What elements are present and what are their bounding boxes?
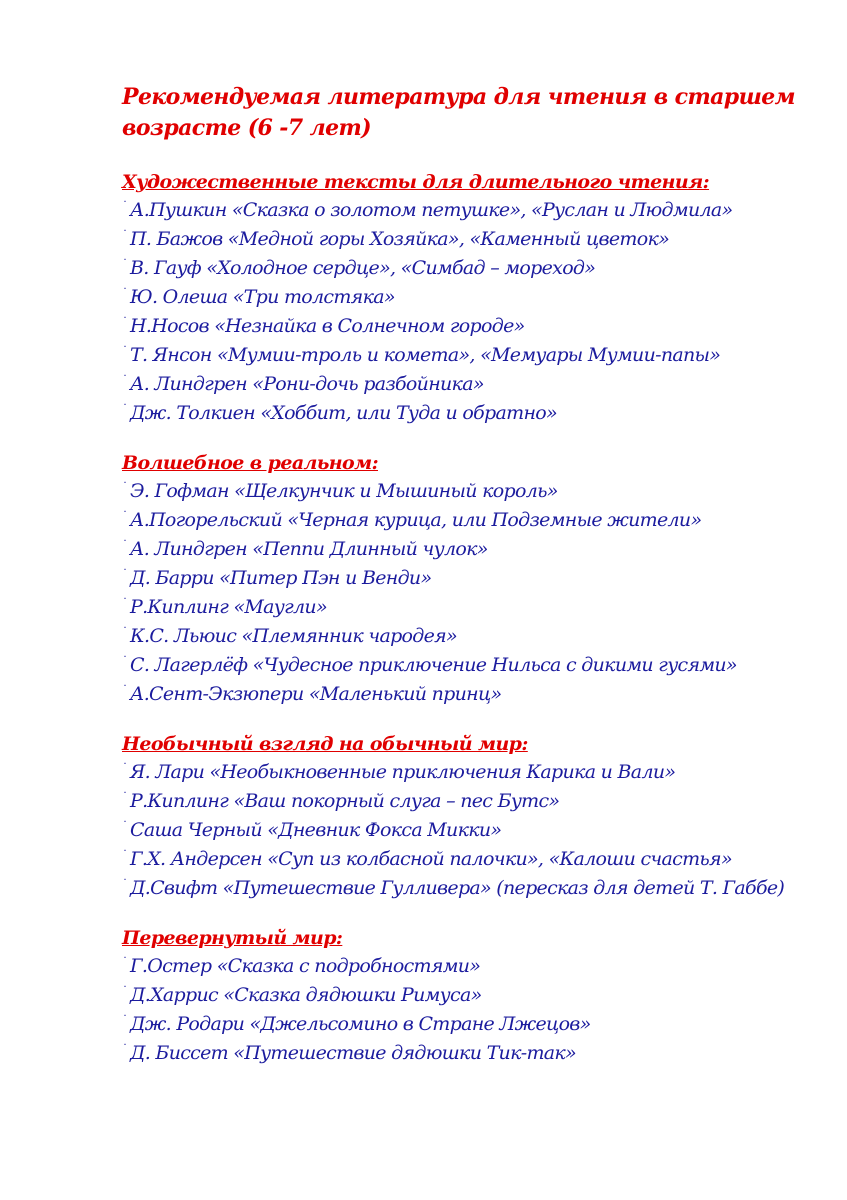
- book-item: [122, 506, 822, 535]
- section-upside-down-world: [122, 924, 822, 1068]
- book-text: Г.Х. Андерсен «Суп из колбасной палочки», «Калоши счастья»: [130, 848, 732, 870]
- book-text: В. Гауф «Холодное сердце», «Симбад – мореход»: [130, 257, 596, 279]
- book-item: [122, 787, 822, 816]
- section-heading: Перевернутый мир:: [122, 927, 343, 949]
- book-item: [122, 593, 822, 622]
- bullet-icon: ˙: [122, 984, 128, 998]
- document-title: Рекомендуемая литература для чтения в старшем возрасте (6 -7 лет): [122, 84, 795, 141]
- book-text: Д.Харрис «Сказка дядюшки Римуса»: [130, 984, 482, 1006]
- book-item: [122, 283, 822, 312]
- book-text: Саша Черный «Дневник Фокса Микки»: [130, 819, 502, 841]
- book-item: [122, 845, 822, 874]
- section-heading: Художественные тексты для длительного чтения:: [122, 171, 710, 193]
- book-text: Я. Лари «Необыкновенные приключения Карика и Вали»: [130, 761, 676, 783]
- book-text: А. Линдгрен «Пеппи Длинный чулок»: [130, 538, 488, 560]
- book-text: Р.Киплинг «Ваш покорный слуга – пес Бутс»: [130, 790, 560, 812]
- book-item: [122, 1010, 822, 1039]
- book-item: [122, 651, 822, 680]
- section-long-reading: [122, 168, 822, 428]
- bullet-icon: ˙: [122, 286, 128, 300]
- book-text: Т. Янсон «Мумии-троль и комета», «Мемуары Мумии-папы»: [130, 344, 721, 366]
- book-item: [122, 341, 822, 370]
- bullet-icon: ˙: [122, 596, 128, 610]
- book-list: [122, 196, 822, 428]
- bullet-icon: ˙: [122, 538, 128, 552]
- book-item: [122, 874, 822, 903]
- bullet-icon: ˙: [122, 373, 128, 387]
- document-content: [122, 82, 822, 1089]
- book-text: Ю. Олеша «Три толстяка»: [130, 286, 395, 308]
- bullet-icon: ˙: [122, 402, 128, 416]
- book-item: [122, 952, 822, 981]
- bullet-icon: ˙: [122, 761, 128, 775]
- section-heading: Необычный взгляд на обычный мир:: [122, 733, 528, 755]
- book-item: [122, 535, 822, 564]
- book-text: А.Сент-Экзюпери «Маленький принц»: [130, 683, 502, 705]
- book-item: [122, 564, 822, 593]
- section-unusual-view: [122, 730, 822, 903]
- book-text: Р.Киплинг «Маугли»: [130, 596, 327, 618]
- bullet-icon: ˙: [122, 654, 128, 668]
- bullet-icon: ˙: [122, 1013, 128, 1027]
- bullet-icon: ˙: [122, 257, 128, 271]
- bullet-icon: ˙: [122, 567, 128, 581]
- book-item: [122, 680, 822, 709]
- bullet-icon: ˙: [122, 877, 128, 891]
- book-item: [122, 225, 822, 254]
- bullet-icon: ˙: [122, 228, 128, 242]
- bullet-icon: ˙: [122, 344, 128, 358]
- book-item: [122, 816, 822, 845]
- book-text: Дж. Толкиен «Хоббит, или Туда и обратно»: [130, 402, 557, 424]
- book-text: Д. Биссет «Путешествие дядюшки Тик-так»: [130, 1042, 576, 1064]
- bullet-icon: ˙: [122, 509, 128, 523]
- bullet-icon: ˙: [122, 199, 128, 213]
- bullet-icon: ˙: [122, 315, 128, 329]
- book-text: Д. Барри «Питер Пэн и Венди»: [130, 567, 432, 589]
- book-text: С. Лагерлёф «Чудесное приключение Нильса с дикими гусями»: [130, 654, 737, 676]
- book-list: [122, 952, 822, 1068]
- bullet-icon: ˙: [122, 683, 128, 697]
- book-item: [122, 399, 822, 428]
- book-text: Н.Носов «Незнайка в Солнечном городе»: [130, 315, 525, 337]
- book-item: [122, 196, 822, 225]
- book-text: К.С. Льюис «Племянник чародея»: [130, 625, 457, 647]
- book-item: [122, 254, 822, 283]
- book-item: [122, 622, 822, 651]
- bullet-icon: ˙: [122, 790, 128, 804]
- bullet-icon: ˙: [122, 955, 128, 969]
- book-text: Э. Гофман «Щелкунчик и Мышиный король»: [130, 480, 558, 502]
- section-magic-in-real: [122, 449, 822, 709]
- book-text: Г.Остер «Сказка с подробностями»: [130, 955, 481, 977]
- book-text: П. Бажов «Медной горы Хозяйка», «Каменный цветок»: [130, 228, 670, 250]
- book-text: А. Линдгрен «Рони-дочь разбойника»: [130, 373, 484, 395]
- book-item: [122, 477, 822, 506]
- book-item: [122, 981, 822, 1010]
- book-list: [122, 758, 822, 903]
- book-item: [122, 312, 822, 341]
- bullet-icon: ˙: [122, 819, 128, 833]
- book-list: [122, 477, 822, 709]
- book-item: [122, 370, 822, 399]
- bullet-icon: ˙: [122, 848, 128, 862]
- book-text: А.Погорельский «Черная курица, или Подземные жители»: [130, 509, 702, 531]
- bullet-icon: ˙: [122, 625, 128, 639]
- book-text: Д.Свифт «Путешествие Гулливера» (пересказ для детей Т. Габбе): [130, 877, 785, 899]
- book-item: [122, 758, 822, 787]
- book-item: [122, 1039, 822, 1068]
- book-text: Дж. Родари «Джельсомино в Стране Лжецов»: [130, 1013, 591, 1035]
- bullet-icon: ˙: [122, 480, 128, 494]
- bullet-icon: ˙: [122, 1042, 128, 1056]
- section-heading: Волшебное в реальном:: [122, 452, 378, 474]
- book-text: А.Пушкин «Сказка о золотом петушке», «Руслан и Людмила»: [130, 199, 733, 221]
